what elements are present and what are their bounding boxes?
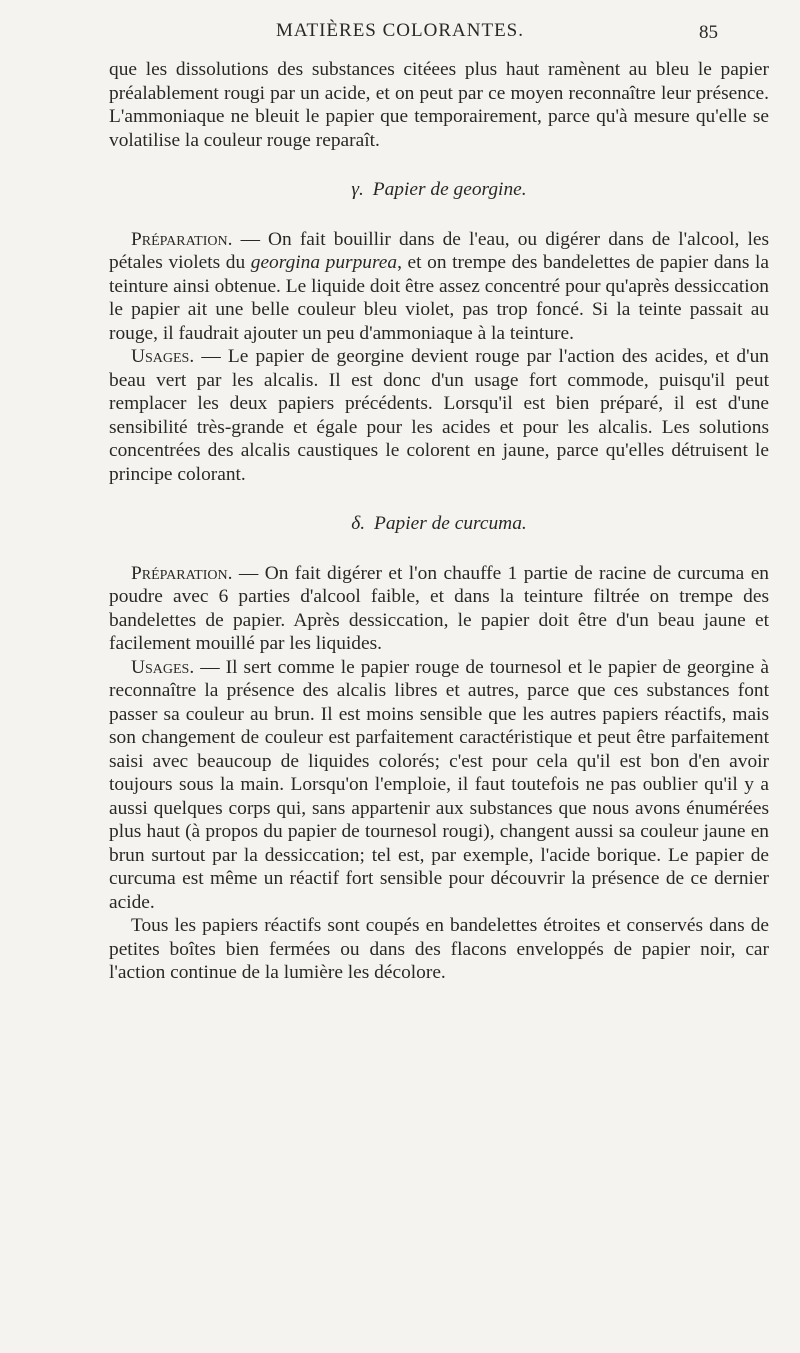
closing-paragraph: Tous les papiers réactifs sont coupés en bandelettes étroites et conservés dans de petites boîtes bien fermées ou dans des flacons enveloppés de papier noir, car l'action continue de la lumière les décolore. <box>109 915 769 983</box>
usages-label: Usages. <box>131 346 195 367</box>
preparation-paragraph-curcuma <box>109 562 769 656</box>
preparation-text-part1: — On fait bouillir dans de l'eau, ou digérer dans de l'alcool, les pétales violets du <box>109 228 769 273</box>
running-title: MATIÈRES COLORANTES. <box>275 20 524 41</box>
body-text <box>109 58 769 985</box>
usages-text: — Il sert comme le papier rouge de tournesol et le papier de georgine à reconnaître la présence des alcalis libres et autres, parce que ces substances font passer sa couleur au brun. Il est moins sensible que les autres papiers réactifs, mais son changement de couleur est parfaitement caractéristique et peut être parfaitement saisi avec beaucoup de liquides colorés; c'est pour cela qu'il est bon d'en avoir toujours sous la main. Lorsqu'on l'emploie, il faut toutefois ne pas oublier qu'il y a aussi quelques corps qui, sans appartenir aux substances que nous avons énumérées plus haut (à propos du papier de tournesol rougi), changent aussi sa couleur jaune en brun surtout par la dessiccation; tel est, par exemple, l'acide borique. Le papier de curcuma est même un réactif fort sensible pour découvrir la présence de ce dernier acide. <box>109 656 769 913</box>
section-symbol: γ. <box>351 179 364 200</box>
preparation-paragraph-georgine <box>109 228 769 346</box>
usages-paragraph-georgine <box>109 345 769 486</box>
section-title: Papier de curcuma. <box>373 513 527 534</box>
section-heading-curcuma <box>109 512 769 536</box>
intro-paragraph: que les dissolutions des substances citéees plus haut ramènent au bleu le papier préalablement rougi par un acide, et on peut par ce moyen reconnaître leur présence. L'ammoniaque ne bleuit le papier que temporairement, parce qu'à mesure qu'elle se volatilise la couleur rouge reparaît. <box>109 59 769 151</box>
preparation-text: — On fait digérer et l'on chauffe 1 partie de racine de curcuma en poudre avec 6 parties d'alcool faible, et dans la teinture filtrée on trempe des bandelettes de papier. Après dessiccation, le papier doit être d'un beau jaune et facilement mouillé par les liquides. <box>109 562 769 654</box>
section-title: Papier de georgine. <box>372 179 527 200</box>
usages-paragraph-curcuma <box>109 656 769 915</box>
usages-text: — Le papier de georgine devient rouge par l'action des acides, et d'un beau vert par les alcalis. Il est donc d'un usage fort commode, puisqu'il peut remplacer les deux papiers précédents. Lorsqu'il est bien préparé, il est d'une sensibilité très-grande et égale pour les acides et pour les alcalis. Les solutions concentrées des alcalis caustiques le colorent en jaune, parce qu'elles détruisent le principe colorant. <box>109 346 769 485</box>
species-name: georgina purpurea <box>250 252 398 273</box>
page-number: 85 <box>699 22 718 43</box>
running-head <box>0 16 800 50</box>
preparation-label: Préparation. <box>131 228 233 250</box>
preparation-label: Préparation. <box>131 562 233 584</box>
section-heading-georgine <box>109 178 769 202</box>
usages-label: Usages. <box>131 656 195 678</box>
section-symbol: δ. <box>351 513 366 534</box>
preparation-text-part2: , et on trempe des bandelettes de papier dans la teinture ainsi obtenue. Le liquide doit être assez concentré pour qu'après dessiccation le papier ait une belle couleur bleu violet, pas trop foncé. Si la teinte passait au rouge, il faudrait ajouter un peu d'ammoniaque à la teinture. <box>109 252 769 344</box>
